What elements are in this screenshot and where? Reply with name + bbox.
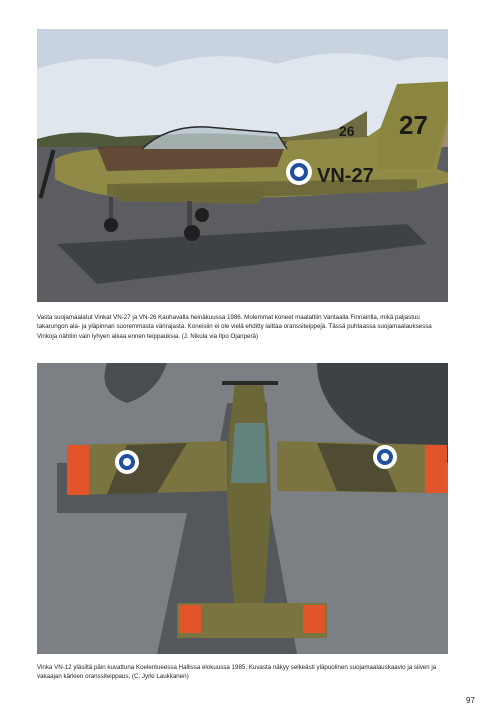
background-tail-code: 26 bbox=[339, 123, 355, 139]
fuselage-code: VN-27 bbox=[317, 165, 374, 187]
photo-aircraft-top-view bbox=[37, 363, 448, 654]
photo-aircraft-side-view bbox=[37, 29, 448, 302]
canopy bbox=[231, 423, 267, 483]
wing-tip-right-orange bbox=[425, 445, 447, 493]
page-number: 97 bbox=[466, 696, 475, 705]
tail-code: 27 bbox=[399, 110, 428, 140]
fuselage bbox=[227, 383, 271, 633]
propeller bbox=[222, 381, 278, 385]
tailplane-tip-right-orange bbox=[303, 605, 325, 633]
tailplane-tip-left-orange bbox=[179, 605, 201, 633]
main-gear bbox=[187, 201, 192, 229]
caption-bottom: Vinka VN-12 yläsiltä päin kuvattuna Koelentueessa Hallissa elokuussa 1985. Kuvasta näkyy selkeästi yläpuolinen suojamaalauskaavio ja siiven ja vakaajan kärkien oranssiteippaus. (C. Jyrki Laukkanen) bbox=[37, 664, 437, 681]
wing-tip-left-orange bbox=[67, 445, 89, 495]
caption-top: Vasta suojamaalatut Vinkat VN-27 ja VN-26 Kauhavalla heinäkuussa 1986. Molemmat koneet maalattiin Vantaalla Finnairilla, mikä paljastuu takarungon ala- ja yläpinnan suoremmasta värirajasta. Koneisiin ei ole vielä ehditty laittaa oranssiteippejä. Tässä puhtaassa suojamaalauksessa Vinkoja nähtiin vain lyhyen aikaa ennen teippauksia. (J. Nikula via Ilpo Ojanperä) bbox=[37, 314, 432, 340]
